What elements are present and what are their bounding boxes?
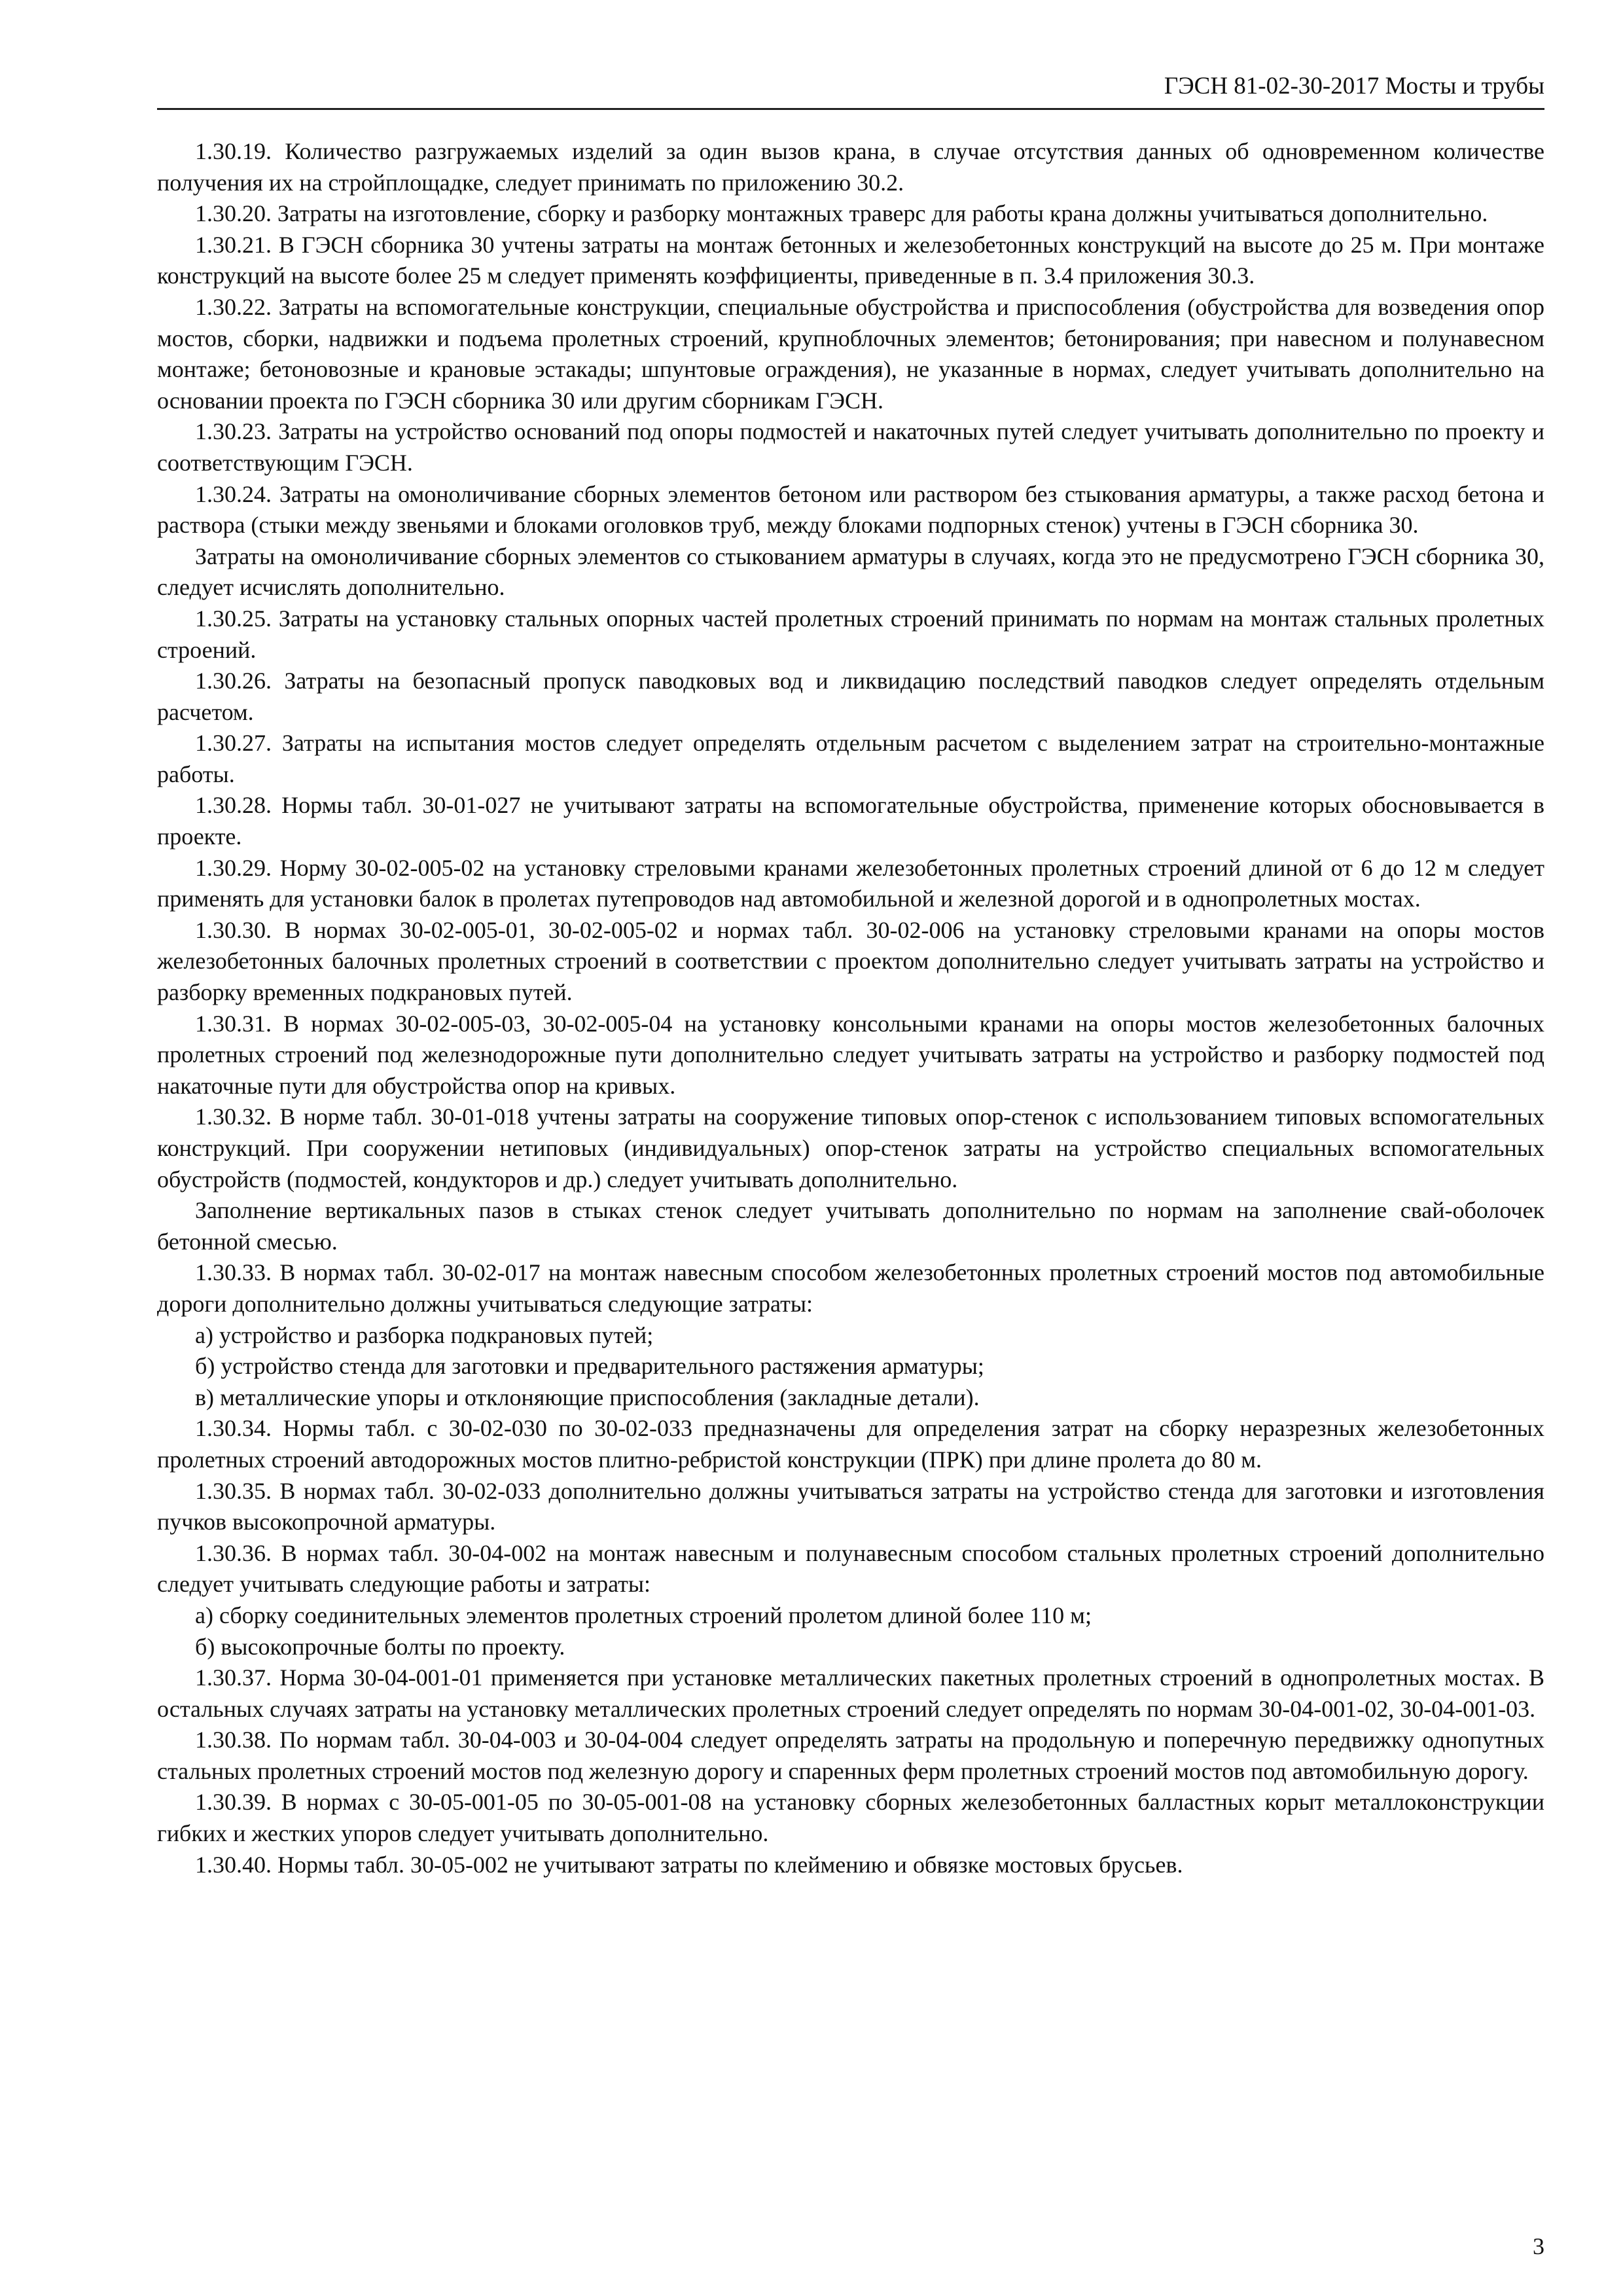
paragraph-1-30-30: 1.30.30. В нормах 30-02-005-01, 30-02-005-02 и нормах табл. 30-02-006 на установку стреловыми кранами на опоры мостов железобетонных балочных пролетных строений в соответствии с проектом дополнительно следует учитывать затраты на устройство и разборку временных подкрановых путей. (157, 916, 1544, 1006)
paragraph-1-30-19: 1.30.19. Количество разгружаемых изделий за один вызов крана, в случае отсутствия данных об одновременном количестве получения их на стройплощадке, следует принимать по приложению 30.2. (157, 138, 1544, 196)
list-item-a: а) сборку соединительных элементов пролетных строений пролетом длиной более 110 м; (195, 1602, 1092, 1628)
paragraph-1-30-24-continued: Затраты на омоноличивание сборных элементов со стыкованием арматуры в случаях, когда это не предусмотрено ГЭСН сборника 30, следует исчислять дополнительно. (157, 543, 1544, 601)
paragraph-1-30-27: 1.30.27. Затраты на испытания мостов следует определять отдельным расчетом с выделением затрат на строительно-монтажные работы. (157, 730, 1544, 787)
list-item-v: в) металлические упоры и отклоняющие приспособления (закладные детали). (195, 1384, 980, 1410)
paragraph-1-30-20: 1.30.20. Затраты на изготовление, сборку и разборку монтажных траверс для работы крана должны учитываться дополнительно. (195, 200, 1488, 227)
document-body (157, 136, 1544, 1880)
paragraph-1-30-29: 1.30.29. Норму 30-02-005-02 на установку стреловыми кранами железобетонных пролетных строений длиной от 6 до 12 м следует применять для установки балок в пролетах путепроводов над автомобильной и железной дорогой и в однопролетных мостах. (157, 854, 1544, 912)
paragraph-1-30-21: 1.30.21. В ГЭСН сборника 30 учтены затраты на монтаж бетонных и железобетонных конструкций на высоте до 25 м. При монтаже конструкций на высоте более 25 м следует применять коэффициенты, приведенные в п. 3.4 приложения 30.3. (157, 231, 1544, 289)
paragraph-1-30-36: 1.30.36. В нормах табл. 30-04-002 на монтаж навесным и полунавесным способом стальных пролетных строений дополнительно следует учитывать следующие работы и затраты: (157, 1539, 1544, 1598)
paragraph-1-30-25: 1.30.25. Затраты на установку стальных опорных частей пролетных строений принимать по нормам на монтаж стальных пролетных строений. (157, 605, 1544, 663)
header-rule (157, 108, 1544, 110)
running-header: ГЭСН 81-02-30-2017 Мосты и трубы (1164, 73, 1544, 99)
paragraph-1-30-33: 1.30.33. В нормах табл. 30-02-017 на монтаж навесным способом железобетонных пролетных строений мостов под автомобильные дороги дополнительно должны учитываться следующие затраты: (157, 1259, 1544, 1317)
paragraph-1-30-23: 1.30.23. Затраты на устройство оснований под опоры подмостей и накаточных путей следует учитывать дополнительно по проекту и соответствующим ГЭСН. (157, 418, 1544, 476)
list-item-b: б) высокопрочные болты по проекту. (195, 1633, 565, 1660)
paragraph-1-30-31: 1.30.31. В нормах 30-02-005-03, 30-02-005-04 на установку консольными кранами на опоры мостов железобетонных балочных пролетных строений под железнодорожные пути дополнительно следует учитывать затраты на устройство и разборку подмостей под накаточные пути для обустройства опор на кривых. (157, 1010, 1544, 1099)
paragraph-1-30-38: 1.30.38. По нормам табл. 30-04-003 и 30-04-004 следует определять затраты на продольную и поперечную передвижку однопутных стальных пролетных строений мостов под железную дорогу и спаренных ферм пролетных строений мостов под автомобильную дорогу. (157, 1727, 1544, 1784)
paragraph-1-30-22: 1.30.22. Затраты на вспомогательные конструкции, специальные обустройства и приспособления (обустройства для возведения опор мостов, сборки, надвижки и подъема пролетных строений, крупноблочных элементов; бетонирования; при навесном и полунавесном монтаже; бетоновозные и крановые эстакады; шпунтовые ограждения), не указанные в нормах, следует учитывать дополнительно на основании проекта по ГЭСН сборника 30 или другим сборникам ГЭСН. (157, 293, 1544, 414)
paragraph-1-30-35: 1.30.35. В нормах табл. 30-02-033 дополнительно должны учитываться затраты на устройство стенда для заготовки и изготовления пучков высокопрочной арматуры. (157, 1477, 1544, 1535)
list-item-b: б) устройство стенда для заготовки и предварительного растяжения арматуры; (195, 1353, 984, 1380)
list-item-a: а) устройство и разборка подкрановых путей; (195, 1321, 654, 1348)
paragraph-1-30-32-continued: Заполнение вертикальных пазов в стыках стенок следует учитывать дополнительно по нормам на заполнение свай-оболочек бетонной смесью. (157, 1197, 1544, 1255)
paragraph-1-30-37: 1.30.37. Норма 30-04-001-01 применяется при установке металлических пакетных пролетных строений в однопролетных мостах. В остальных случаях затраты на установку металлических пролетных строений следует определять по нормам 30-04-001-02, 30-04-001-03. (157, 1664, 1544, 1722)
paragraph-1-30-24: 1.30.24. Затраты на омоноличивание сборных элементов бетоном или раствором без стыкования арматуры, а также расход бетона и раствора (стыки между звеньями и блоками оголовков труб, между блоками подпорных стенок) учтены в ГЭСН сборника 30. (157, 480, 1544, 539)
paragraph-1-30-32: 1.30.32. В норме табл. 30-01-018 учтены затраты на сооружение типовых опор-стенок с использованием типовых вспомогательных конструкций. При сооружении нетиповых (индивидуальных) опор-стенок затраты на устройство специальных вспомогательных обустройств (подмостей, кондукторов и др.) следует учитывать дополнительно. (157, 1103, 1544, 1193)
paragraph-1-30-28: 1.30.28. Нормы табл. 30-01-027 не учитывают затраты на вспомогательные обустройства, применение которых обосновывается в проекте. (157, 792, 1544, 850)
paragraph-1-30-34: 1.30.34. Нормы табл. с 30-02-030 по 30-02-033 предназначены для определения затрат на сборку неразрезных железобетонных пролетных строений автодорожных мостов плитно-ребристой конструкции (ПРК) при длине пролета до 80 м. (157, 1415, 1544, 1473)
paragraph-1-30-40: 1.30.40. Нормы табл. 30-05-002 не учитывают затраты по клеймению и обвязке мостовых брусьев. (195, 1851, 1183, 1878)
page-number: 3 (1533, 2233, 1544, 2259)
paragraph-1-30-26: 1.30.26. Затраты на безопасный пропуск паводковых вод и ликвидацию последствий паводков следует определять отдельным расчетом. (157, 668, 1544, 725)
paragraph-1-30-39: 1.30.39. В нормах с 30-05-001-05 по 30-05-001-08 на установку сборных железобетонных балластных корыт металлоконструкции гибких и жестких упоров следует учитывать дополнительно. (157, 1789, 1544, 1847)
